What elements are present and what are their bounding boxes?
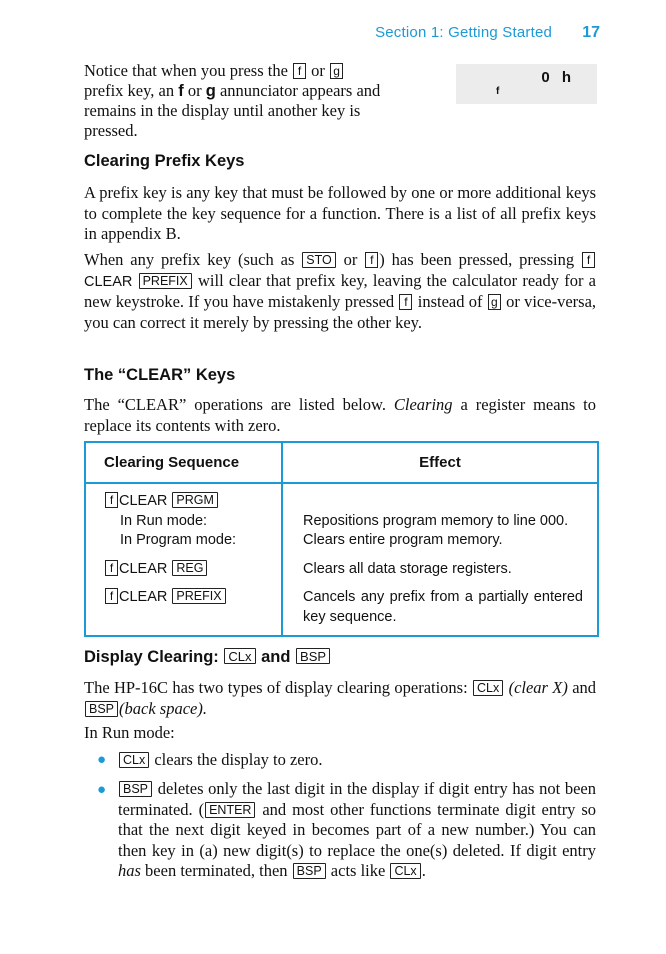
col-header-effect: Effect — [282, 442, 598, 483]
row-clear-reg: f CLEAR REG — [104, 560, 281, 580]
sequence-cell — [85, 483, 282, 636]
key-clx: CLx — [390, 863, 420, 879]
key-g: g — [488, 294, 501, 310]
prefix-paragraph-1: A prefix key is any key that must be followed by one or more additional keys to complete the key sequence for a function. There is a list of all prefix keys in appendix B. — [84, 183, 596, 243]
display-reading: 0 h — [541, 69, 575, 86]
key-bsp: BSP — [293, 863, 326, 879]
key-clx: CLx — [473, 680, 503, 696]
clearing-table — [84, 441, 599, 637]
effect-prefix: Cancels any prefix from a partially entered key sequence. — [303, 589, 583, 625]
key-bsp: BSP — [296, 648, 330, 664]
key-f: f — [105, 560, 118, 576]
key-prefix: PREFIX — [139, 273, 192, 289]
intro-paragraph: Notice that when you press the f or g prefix key, an f or g annunciator appears and remains in the display until another key is pressed. — [84, 61, 381, 140]
key-g: g — [330, 63, 343, 79]
bullet-clx: CLx clears the display to zero. — [118, 750, 596, 771]
effect-reg: Clears all data storage registers. — [303, 560, 512, 577]
page-number: 17 — [582, 24, 600, 41]
run-mode-label: In Run mode: — [84, 723, 175, 742]
bullet-bsp: BSP deletes only the last digit in the display if digit entry has not been terminated. ( ENTER and most other functions terminate digit entry so that the next digit keyed in becomes part of a new number.) You can then key in (a) new digit(s) to replace the one(s) deleted. If digit entry has been terminated, then BSP acts like CLx . — [118, 779, 597, 880]
key-f: f — [105, 492, 118, 508]
key-clx: CLx — [224, 648, 255, 664]
effect-run-mode: Repositions program memory to line 000. — [303, 512, 569, 529]
key-prgm: PRGM — [172, 492, 218, 508]
col-header-sequence: Clearing Sequence — [85, 442, 282, 483]
run-mode-label: In Run mode: — [120, 512, 208, 529]
prefix-paragraph-2: When any prefix key (such as STO or f ) has been pressed, pressing f CLEAR PREFIX will clear that prefix key, leaving the calculator ready for a new keystroke. If you have mistakenly pressed f instead of g or vice-versa, you can correct it merely by pressing the other key. — [84, 250, 597, 332]
display-clearing-paragraph: The HP-16C has two types of display clearing operations: CLx (clear X) and BSP (back space). — [84, 678, 597, 718]
key-f: f — [399, 294, 412, 310]
running-head — [0, 24, 600, 42]
row-clear-prgm: f CLEAR PRGM — [104, 492, 281, 512]
key-f: f — [105, 588, 118, 604]
clear-keys-paragraph: The “CLEAR” operations are listed below. Clearing a register means to replace its contents with zero. — [84, 395, 596, 435]
bullet-icon: ● — [97, 752, 107, 768]
key-reg: REG — [172, 560, 207, 576]
heading-display-clearing: Display Clearing: CLx and BSP — [84, 648, 331, 667]
effect-program-mode: Clears entire program memory. — [303, 532, 503, 548]
key-bsp: BSP — [85, 701, 118, 717]
key-sto: STO — [302, 252, 335, 268]
f-annunciator: f — [496, 86, 500, 97]
heading-clearing-prefix-keys: Clearing Prefix Keys — [84, 152, 245, 170]
key-f: f — [582, 252, 595, 268]
section-title: Section 1: Getting Started — [375, 24, 553, 41]
key-prefix: PREFIX — [172, 588, 225, 604]
bullet-icon: ● — [97, 782, 107, 798]
key-bsp: BSP — [119, 781, 152, 797]
row-clear-prefix: f CLEAR PREFIX — [104, 588, 281, 608]
key-clx: CLx — [119, 752, 149, 768]
key-f: f — [293, 63, 306, 79]
program-mode-label: In Program mode: — [120, 532, 237, 548]
heading-clear-keys: The “CLEAR” Keys — [84, 366, 236, 384]
effect-cell — [282, 483, 598, 636]
calculator-display — [456, 64, 597, 104]
key-enter: ENTER — [205, 802, 255, 818]
key-f: f — [365, 252, 378, 268]
